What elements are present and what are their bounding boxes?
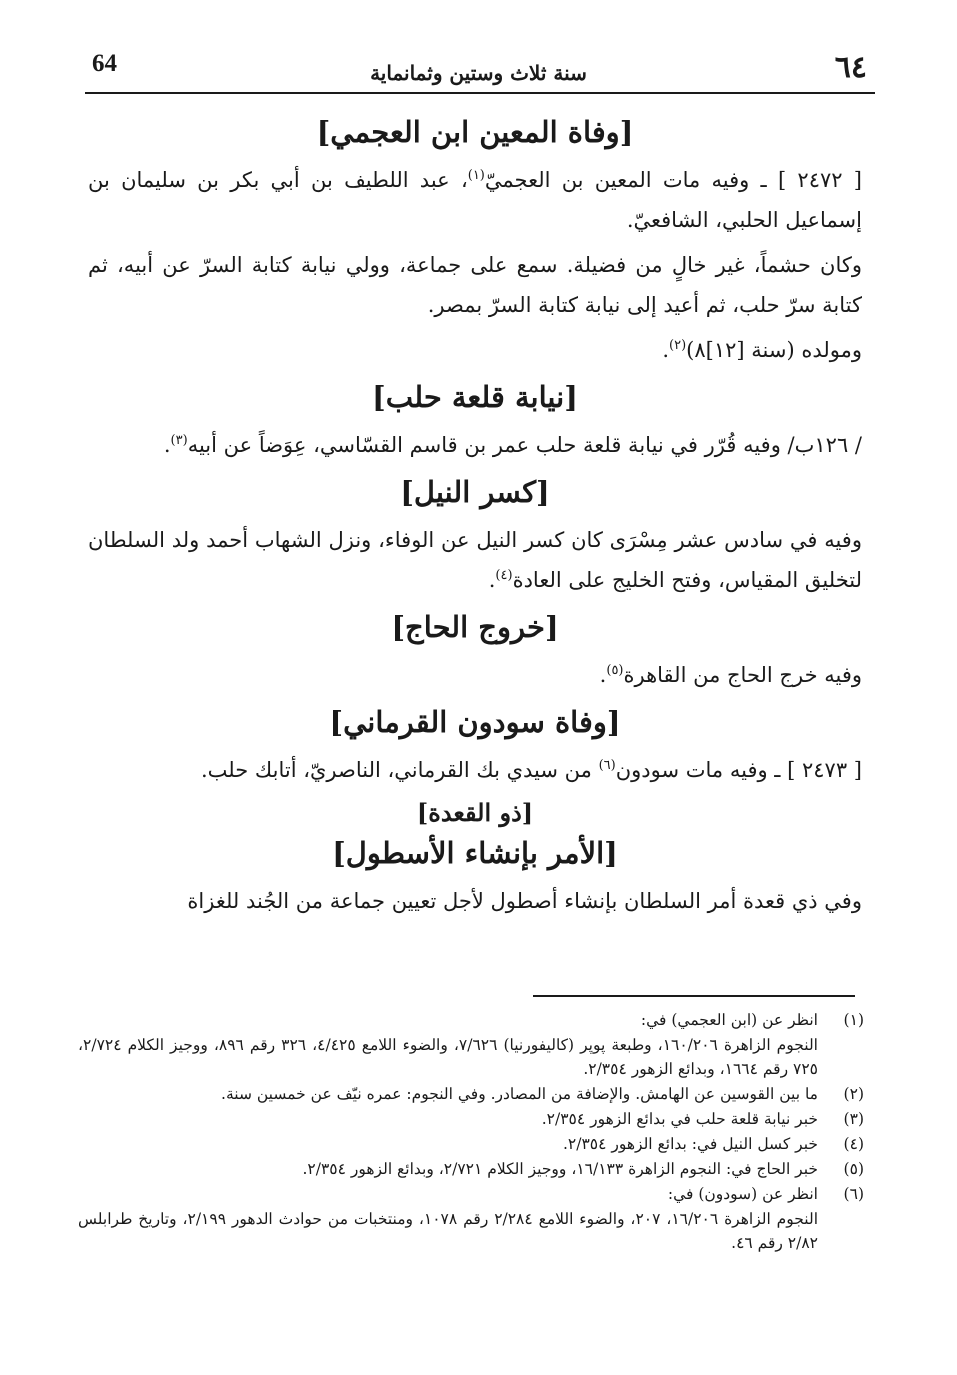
footnote — [78, 1107, 864, 1131]
running-title: سنة ثلاث وستين وثمانماية — [370, 61, 587, 85]
footnote-text: خبر الحاج في: النجوم الزاهرة ١٦/١٣٣، ووجيز الكلام ٢/٧٢١، وبدائع الزهور ٢/٣٥٤. — [302, 1160, 818, 1178]
main-text — [88, 110, 862, 926]
footnote-number: (٤) — [843, 1135, 864, 1153]
footnote-text: انظر عن (ابن العجمي) في: — [640, 1011, 818, 1029]
footnote-number — [818, 1207, 864, 1255]
footnote — [78, 1132, 864, 1156]
footnote-number: (٢) — [843, 1085, 864, 1103]
footnote-ref: (٥) — [606, 663, 624, 678]
footnote-number: (٦) — [843, 1185, 864, 1203]
section-heading: [وفاة المعين ابن العجمي] — [316, 115, 634, 149]
footnote-text: خبر كسل النيل في: بدائع الزهور ٢/٣٥٤. — [562, 1135, 818, 1153]
footnote-number: (١) — [843, 1011, 864, 1029]
footnote-number — [818, 1033, 864, 1081]
page-number-latin: 64 — [92, 50, 117, 77]
section-heading: [وفاة سودون القرماني] — [329, 705, 621, 739]
footnote-text: ما بين القوسين عن الهامش. والإضافة من المصادر. وفي النجوم: عمره نيّف عن خمسين سنة. — [221, 1085, 818, 1103]
footnote-ref: (١) — [467, 168, 485, 183]
footnote-number: (٣) — [843, 1110, 864, 1128]
paragraph: وفي ذي قعدة أمر السلطان بإنشاء أصطول لأجل تعيين جماعة من الجُند للغزاة — [187, 889, 862, 913]
paragraph: وفيه في سادس عشر مِسْرَى كان كسر النيل عن الوفاء، ونزل الشهاب أحمد ولد السلطان لتخليق المقياس، وفتح الخليج على العادة$^{(٤)}$. — [88, 528, 862, 592]
footnote-text: النجوم الزاهرة ١٦/٢٠٦، ٢٠٧، والضوء اللامع ٢/٢٨٤ رقم ١٠٧٨، ومنتخبات من حوادث الدهور ٢/١٩٩، وتاريخ طرابلس ٢/٨٢ رقم ٤٦. — [78, 1210, 818, 1252]
footnotes — [78, 1008, 864, 1256]
footnote-rule — [533, 995, 855, 997]
footnote-number: (٥) — [843, 1160, 864, 1178]
section-heading: [الأمر بإنشاء الأسطول] — [332, 836, 618, 870]
footnote — [78, 1157, 864, 1181]
paragraph: [ ٢٤٧٣ ] ـ وفيه مات سودون$^{(٦)}$ من سيدي بك القرماني، الناصريّ، أتابك حلب. — [201, 758, 862, 782]
footnote-ref: (٤) — [495, 568, 513, 583]
footnote — [78, 1082, 864, 1106]
section-heading: [كسر النيل] — [400, 475, 550, 509]
paragraph: وفيه خرج الحاج من القاهرة$^{(٥)}$. — [599, 663, 862, 687]
page-number-arabic: ٦٤ — [834, 50, 867, 85]
month-heading: [ذو القعدة] — [416, 798, 534, 827]
section-heading: [خروج الحاج] — [391, 610, 559, 644]
footnote-text: النجوم الزاهرة ١٦٠/٢٠٦، وطبعة پوپر (كاليفورنيا) ٧/٦٢٦، والضوء اللامع ٤/٤٢٥، ٣٢٦ رقم ٨٩٦، ووجيز الكلام ٢/٧٢٤، ٧٢٥ رقم ١٦٦٤، وبدائع الزهور ٢/٣٥٤. — [78, 1036, 818, 1078]
section-heading: [نيابة قلعة حلب] — [372, 380, 578, 414]
footnote-text: انظر عن (سودون) في: — [667, 1185, 818, 1203]
footnote-ref: (٣) — [170, 433, 188, 448]
footnote — [78, 1008, 864, 1032]
paragraph: ومولده (سنة [١٢]٨)$^{(٢)}$. — [662, 338, 862, 362]
footnote — [78, 1207, 864, 1255]
header-rule — [85, 92, 875, 94]
footnote-ref: (٦) — [598, 758, 616, 773]
footnote — [78, 1033, 864, 1081]
footnote — [78, 1182, 864, 1206]
paragraph: [ ٢٤٧٢ ] ـ وفيه مات المعين بن العجميّ$^{(١)}$، عبد اللطيف بن أبي بكر بن سليمان بن إسماعيل الحلبي، الشافعيّ. — [88, 168, 862, 232]
paragraph: / ١٢٦ب/ وفيه قُرّر في نيابة قلعة حلب عمر بن قاسم القسّاسي، عِوَضاً عن أبيه$^{(٣)}$. — [163, 433, 862, 457]
paragraph: وكان حشماً، غير خالٍ من فضيلة. سمع على جماعة، وولي نيابة كتابة السرّ عن أبيه، ثم كتابة سرّ حلب، ثم أعيد إلى نيابة كتابة السرّ بمصر. — [88, 253, 862, 317]
footnote-text: خبر نيابة قلعة حلب في بدائع الزهور ٢/٣٥٤. — [541, 1110, 818, 1128]
footnote-ref: (٢) — [669, 338, 687, 353]
